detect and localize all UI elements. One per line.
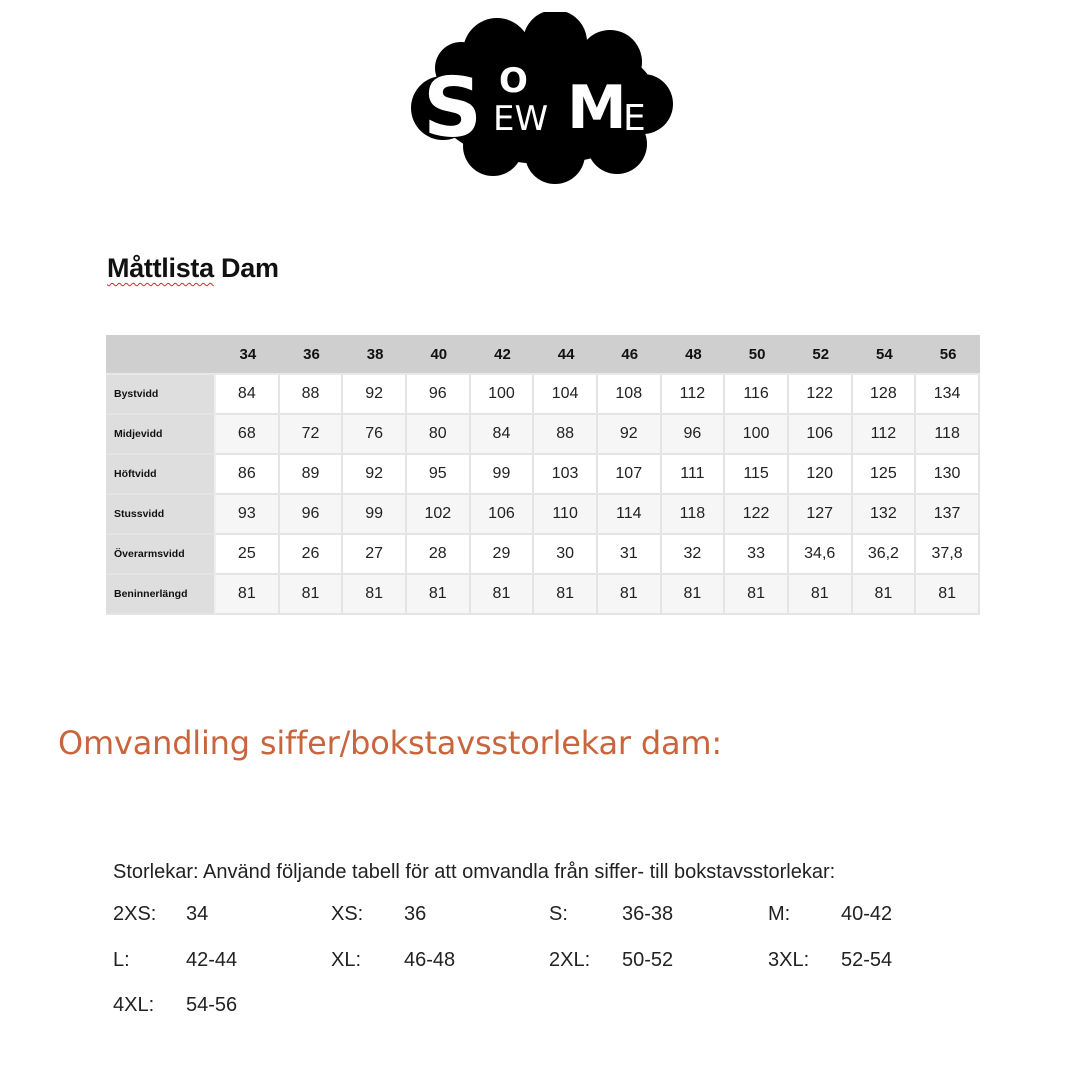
size-code: 2XS: [113,903,157,925]
measurement-title-word: Måttlista [107,253,214,283]
table-cell: 115 [725,455,789,495]
table-cell: 89 [280,455,344,495]
table-cell: 33 [725,535,789,575]
size-code: 4XL: [113,994,155,1016]
table-cell: 81 [598,575,662,615]
measurement-title-dam: Dam [221,253,279,283]
table-cell: 88 [534,415,598,455]
measurement-title [107,253,279,284]
size-range: 42-44 [186,949,238,971]
table-cell: 36,2 [853,535,917,575]
size-code: M: [768,903,791,925]
conversion-heading: Omvandling siffer/bokstavsstorlekar dam: [58,724,722,762]
table-cell: 93 [216,495,280,535]
table-cell: 128 [853,375,917,415]
table-cell: 104 [534,375,598,415]
table-cell: 106 [471,495,535,535]
table-cell: 120 [789,455,853,495]
size-code: S: [549,903,568,925]
table-cell: 122 [789,375,853,415]
logo-letter-e: E [623,98,646,139]
table-cell: 114 [598,495,662,535]
logo-letter-o: O [499,61,528,101]
table-cell: 81 [471,575,535,615]
table-cell: 118 [916,415,980,455]
table-cell: 84 [216,375,280,415]
size-range: 40-42 [841,903,893,925]
size-header-cell: 52 [789,335,853,375]
table-cell: 116 [725,375,789,415]
size-range: 54-56 [186,994,238,1016]
measurement-table [106,335,980,615]
size-header-cell: 46 [598,335,662,375]
table-cell: 96 [280,495,344,535]
size-header-cell: 38 [343,335,407,375]
size-range: 36 [404,903,427,925]
size-header-cell: 40 [407,335,471,375]
sewme-logo-cloud [405,12,680,184]
logo-letter-s: S [423,61,483,156]
table-cell: 37,8 [916,535,980,575]
table-cell: 118 [662,495,726,535]
size-header-cell: 50 [725,335,789,375]
size-range: 52-54 [841,949,893,971]
table-cell: 84 [471,415,535,455]
table-row [106,455,980,495]
size-header-cell: 42 [471,335,535,375]
table-cell: 96 [407,375,471,415]
size-code: L: [113,949,130,971]
header-corner-cell [106,335,216,375]
table-cell: 102 [407,495,471,535]
table-cell: 92 [598,415,662,455]
sewme-logo [405,12,680,184]
table-cell: 29 [471,535,535,575]
table-cell: 81 [916,575,980,615]
table-cell: 86 [216,455,280,495]
table-row [106,575,980,615]
size-header-cell: 36 [280,335,344,375]
table-row [106,495,980,535]
size-range: 46-48 [404,949,456,971]
table-cell: 125 [853,455,917,495]
table-cell: 110 [534,495,598,535]
table-cell: 32 [662,535,726,575]
size-code: XL: [331,949,362,971]
table-cell: 106 [789,415,853,455]
table-cell: 137 [916,495,980,535]
size-code: 2XL: [549,949,591,971]
row-label: Stussvidd [106,495,216,535]
size-range: 34 [186,903,209,925]
conversion-grid [113,903,1013,1043]
table-cell: 95 [407,455,471,495]
table-cell: 134 [916,375,980,415]
table-cell: 103 [534,455,598,495]
table-cell: 92 [343,375,407,415]
table-cell: 34,6 [789,535,853,575]
table-cell: 28 [407,535,471,575]
table-cell: 81 [789,575,853,615]
table-cell: 81 [662,575,726,615]
table-cell: 76 [343,415,407,455]
row-label: Midjevidd [106,415,216,455]
size-header-cell: 48 [662,335,726,375]
table-row [106,375,980,415]
table-cell: 81 [725,575,789,615]
table-cell: 99 [471,455,535,495]
table-cell: 68 [216,415,280,455]
table-cell: 108 [598,375,662,415]
table-cell: 30 [534,535,598,575]
table-cell: 99 [343,495,407,535]
table-cell: 107 [598,455,662,495]
size-header-cell: 34 [216,335,280,375]
size-header-row [106,335,980,375]
table-cell: 80 [407,415,471,455]
table-cell: 81 [407,575,471,615]
table-row [106,535,980,575]
table-cell: 100 [725,415,789,455]
row-label: Beninnerlängd [106,575,216,615]
table-cell: 96 [662,415,726,455]
table-cell: 112 [853,415,917,455]
table-cell: 81 [216,575,280,615]
table-cell: 127 [789,495,853,535]
size-header-cell: 56 [916,335,980,375]
row-label: Överarmsvidd [106,535,216,575]
size-range: 50-52 [622,949,674,971]
table-cell: 26 [280,535,344,575]
table-row [106,415,980,455]
table-cell: 81 [343,575,407,615]
row-label: Bystvidd [106,375,216,415]
table-cell: 122 [725,495,789,535]
table-cell: 111 [662,455,726,495]
table-cell: 27 [343,535,407,575]
conversion-intro: Storlekar: Använd följande tabell för att omvandla från siffer- till bokstavsstorlekar: [113,861,836,883]
table-cell: 31 [598,535,662,575]
size-code: XS: [331,903,364,925]
table-cell: 130 [916,455,980,495]
table-cell: 92 [343,455,407,495]
table-cell: 100 [471,375,535,415]
logo-letter-m: M [567,73,627,143]
table-cell: 132 [853,495,917,535]
table-cell: 81 [534,575,598,615]
table-cell: 81 [853,575,917,615]
table-cell: 25 [216,535,280,575]
size-range: 36-38 [622,903,674,925]
table-cell: 112 [662,375,726,415]
row-label: Höftvidd [106,455,216,495]
table-cell: 88 [280,375,344,415]
size-header-cell: 54 [853,335,917,375]
logo-letters-ew: EW [493,99,549,139]
size-code: 3XL: [768,949,810,971]
table-cell: 72 [280,415,344,455]
size-header-cell: 44 [534,335,598,375]
table-cell: 81 [280,575,344,615]
